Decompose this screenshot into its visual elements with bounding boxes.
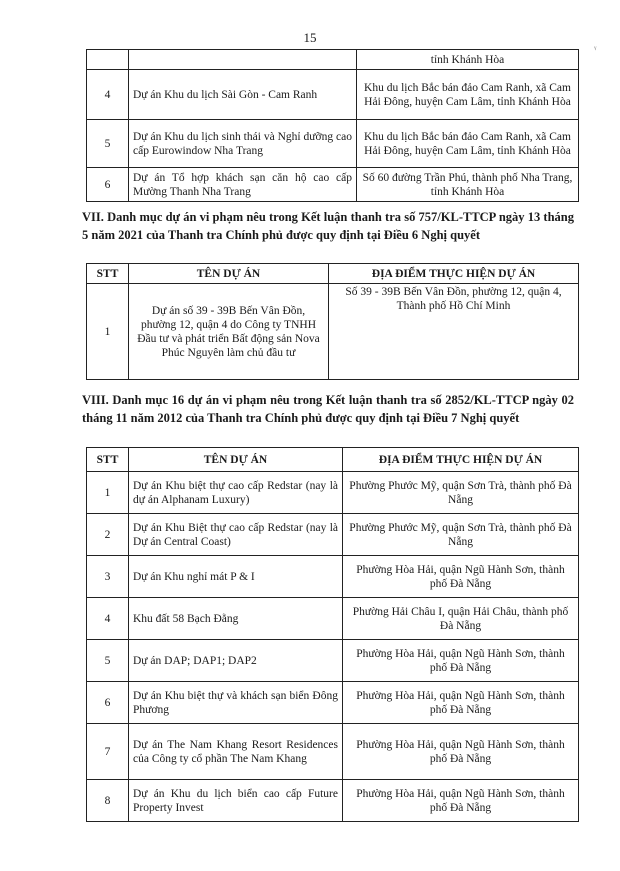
stt-cell: 6 — [87, 168, 129, 202]
table-row — [87, 556, 579, 598]
page-number: 15 — [303, 30, 317, 45]
project-name-cell: Dự án Khu nghỉ mát P & I — [129, 556, 343, 598]
table-row — [87, 724, 579, 780]
stt-cell: 5 — [87, 120, 129, 168]
project-name-cell: Dự án The Nam Khang Resort Residences của Công ty cổ phần The Nam Khang — [129, 724, 343, 780]
project-name-cell — [129, 50, 357, 70]
stt-header: STT — [87, 448, 129, 472]
location-cell: Phường Hòa Hải, quận Ngũ Hành Sơn, thành phố Đà Nẵng — [343, 682, 579, 724]
project-name-cell: Dự án Khu du lịch Sài Gòn - Cam Ranh — [129, 70, 357, 120]
stt-cell: 6 — [87, 682, 129, 724]
location-cell: Số 39 - 39B Bến Vân Đồn, phường 12, quận 4, Thành phố Hồ Chí Minh — [329, 284, 579, 380]
stt-cell: 1 — [87, 284, 129, 380]
project-name-cell: Dự án Tổ hợp khách sạn căn hộ cao cấp Mường Thanh Nha Trang — [129, 168, 357, 202]
project-name-cell: Dự án Khu biệt thự và khách sạn biển Đông Phương — [129, 682, 343, 724]
stt-cell: 3 — [87, 556, 129, 598]
stt-cell: 4 — [87, 598, 129, 640]
table-row — [87, 640, 579, 682]
section-8-heading: VIII. Danh mục 16 dự án vi phạm nêu trong Kết luận thanh tra số 2852/KL-TTCP ngày 02 tháng 11 năm 2012 của Thanh tra Chính phủ được quy định tại Điều 7 Nghị quyết — [82, 393, 574, 425]
stt-header: STT — [87, 264, 129, 284]
section-7-heading: VII. Danh mục dự án vi phạm nêu trong Kết luận thanh tra số 757/KL-TTCP ngày 13 tháng 5 năm 2021 của Thanh tra Chính phủ được quy định tại Điều 6 Nghị quyết — [82, 210, 574, 242]
location-cell: Phường Hải Châu I, quận Hải Châu, thành phố Đà Nẵng — [343, 598, 579, 640]
corner-mark: ᵧ — [594, 40, 597, 50]
project-name-cell: Khu đất 58 Bạch Đằng — [129, 598, 343, 640]
section-8-table — [86, 447, 579, 822]
location-cell: tỉnh Khánh Hòa — [357, 50, 579, 70]
project-name-cell: Dự án Khu du lịch biển cao cấp Future Property Invest — [129, 780, 343, 822]
location-cell: Phường Hòa Hải, quận Ngũ Hành Sơn, thành phố Đà Nẵng — [343, 780, 579, 822]
project-name-cell: Dự án Khu du lịch sinh thái và Nghỉ dưỡng cao cấp Eurowindow Nha Trang — [129, 120, 357, 168]
location-header: ĐỊA ĐIỂM THỰC HIỆN DỰ ÁN — [329, 264, 579, 284]
table-row — [87, 472, 579, 514]
stt-cell: 5 — [87, 640, 129, 682]
stt-cell: 1 — [87, 472, 129, 514]
table-row — [87, 598, 579, 640]
location-header: ĐỊA ĐIỂM THỰC HIỆN DỰ ÁN — [343, 448, 579, 472]
header-row — [87, 448, 579, 472]
table-row — [87, 168, 579, 202]
table-row — [87, 120, 579, 168]
project-name-cell: Dự án Khu Biệt thự cao cấp Redstar (nay là Dự án Central Coast) — [129, 514, 343, 556]
table-row — [87, 682, 579, 724]
project-name-cell: Dự án số 39 - 39B Bến Vân Đồn, phường 12, quận 4 do Công ty TNHH Đầu tư và phát triển Bất động sản Nova Phúc Nguyên làm chủ đầu tư — [129, 284, 329, 380]
table-row — [87, 50, 579, 70]
project-name-header: TÊN DỰ ÁN — [129, 448, 343, 472]
location-cell: Phường Hòa Hải, quận Ngũ Hành Sơn, thành phố Đà Nẵng — [343, 640, 579, 682]
table-row — [87, 514, 579, 556]
location-cell: Phường Hòa Hải, quận Ngũ Hành Sơn, thành phố Đà Nẵng — [343, 556, 579, 598]
location-cell: Phường Phước Mỹ, quận Sơn Trà, thành phố Đà Nẵng — [343, 472, 579, 514]
project-name-cell: Dự án DAP; DAP1; DAP2 — [129, 640, 343, 682]
location-cell: Phường Phước Mỹ, quận Sơn Trà, thành phố Đà Nẵng — [343, 514, 579, 556]
location-cell: Phường Hòa Hải, quận Ngũ Hành Sơn, thành phố Đà Nẵng — [343, 724, 579, 780]
header-row — [87, 264, 579, 284]
stt-cell — [87, 50, 129, 70]
location-cell: Khu du lịch Bắc bán đảo Cam Ranh, xã Cam Hải Đông, huyện Cam Lâm, tỉnh Khánh Hòa — [357, 70, 579, 120]
location-cell: Khu du lịch Bắc bán đảo Cam Ranh, xã Cam Hải Đông, huyện Cam Lâm, tỉnh Khánh Hòa — [357, 120, 579, 168]
stt-cell: 4 — [87, 70, 129, 120]
stt-cell: 7 — [87, 724, 129, 780]
location-cell: Số 60 đường Trần Phú, thành phố Nha Trang, tỉnh Khánh Hòa — [357, 168, 579, 202]
table-row — [87, 70, 579, 120]
table-row — [87, 780, 579, 822]
stt-cell: 2 — [87, 514, 129, 556]
section-7-table — [86, 263, 579, 380]
stt-cell: 8 — [87, 780, 129, 822]
continued-table — [86, 49, 579, 202]
project-name-header: TÊN DỰ ÁN — [129, 264, 329, 284]
table-row — [87, 284, 579, 380]
project-name-cell: Dự án Khu biệt thự cao cấp Redstar (nay là dự án Alphanam Luxury) — [129, 472, 343, 514]
